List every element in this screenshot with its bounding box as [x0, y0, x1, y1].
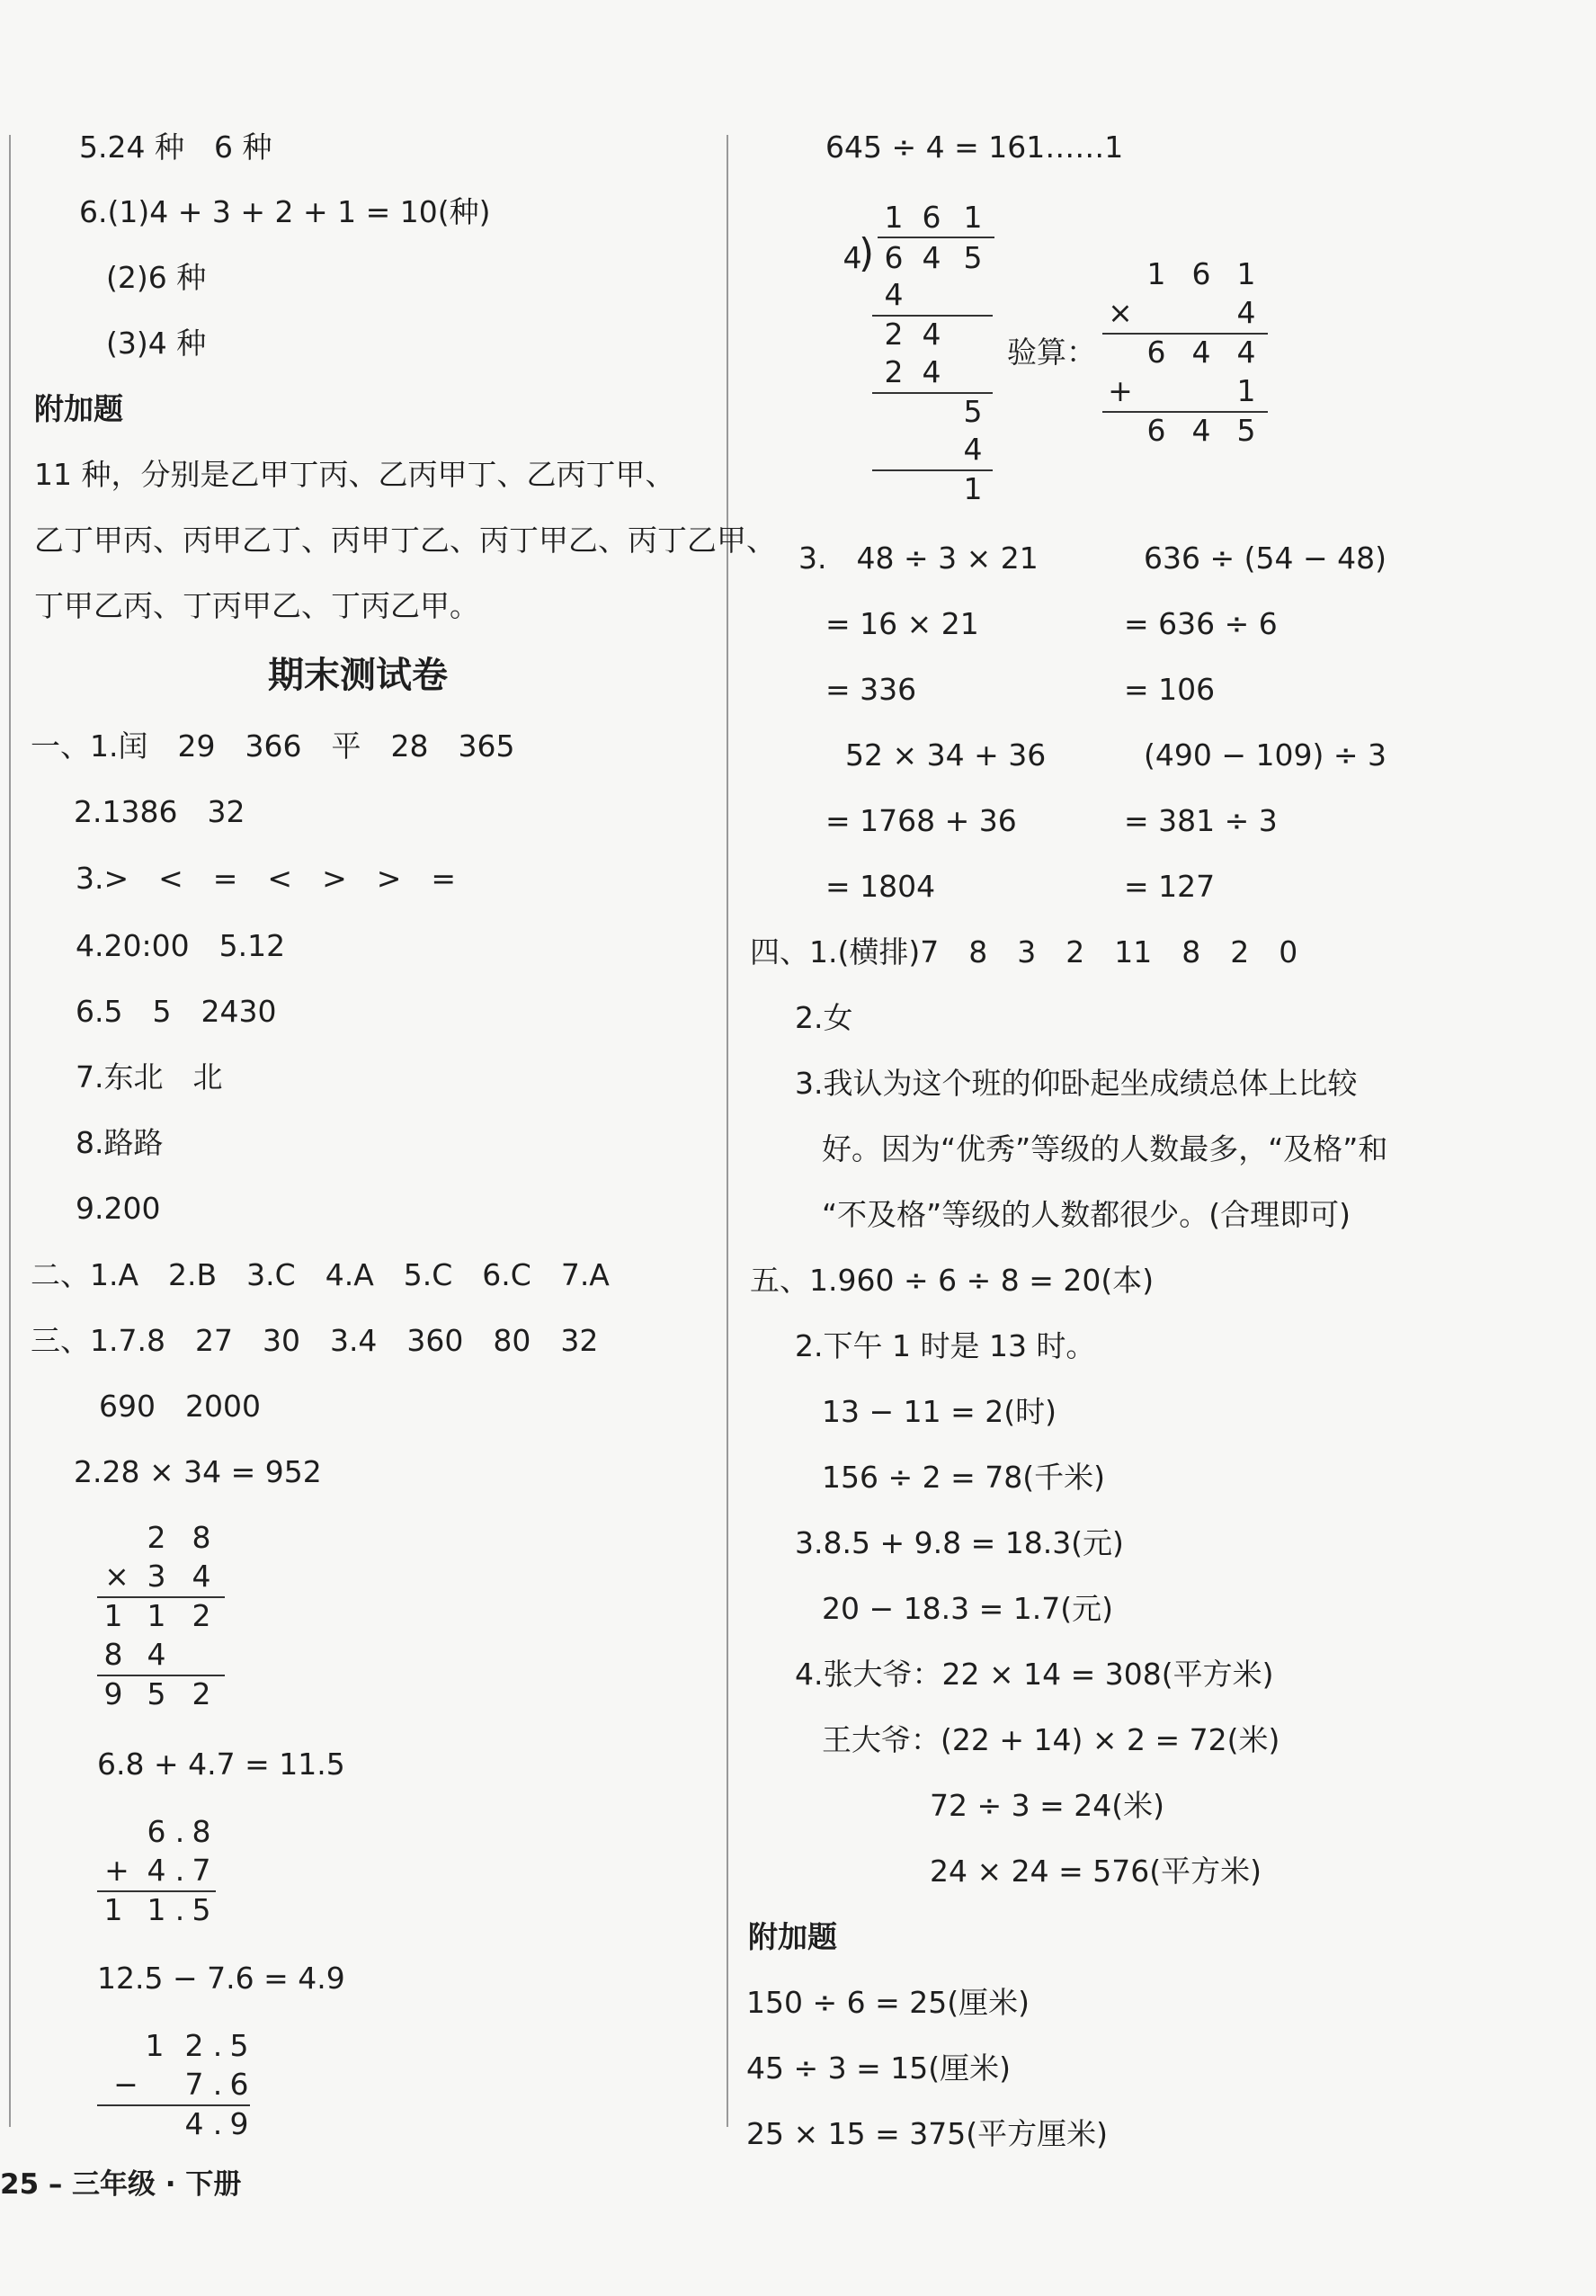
- answer-line: 二、1.A 2.B 3.C 4.A 5.C 6.C 7.A: [31, 1257, 610, 1292]
- digit: 8: [103, 1637, 123, 1672]
- digit: 4: [1191, 335, 1211, 370]
- digit: 4: [147, 1637, 166, 1672]
- digit: 6: [147, 1814, 166, 1849]
- calc-step: = 381 ÷ 3: [1124, 803, 1278, 838]
- calc-step: = 336: [825, 672, 917, 707]
- calc-step: (490 − 109) ÷ 3: [1144, 737, 1386, 773]
- digit: 5: [229, 2028, 249, 2063]
- answer-line: 3.8.5 + 9.8 = 18.3(元): [795, 1525, 1124, 1560]
- decimal-point: .: [174, 1853, 185, 1888]
- answer-line: 150 ÷ 6 = 25(厘米): [746, 1985, 1030, 2020]
- digit: 5: [963, 394, 983, 429]
- left-margin-rule: [9, 135, 11, 2127]
- answer-line: 645 ÷ 4 = 161……1: [825, 130, 1124, 165]
- answer-line: 6.8 + 4.7 = 11.5: [97, 1747, 345, 1782]
- check-label: 验算：: [1007, 335, 1096, 370]
- digit: 1: [103, 1598, 123, 1633]
- digit: 1: [1236, 256, 1256, 291]
- grade-label: 三年级 · 下册: [72, 2168, 242, 2201]
- operator: +: [104, 1853, 129, 1888]
- calc-step: 636 ÷ (54 − 48): [1144, 540, 1386, 576]
- digit: 2: [884, 354, 904, 389]
- answer-line: 2.女: [795, 1000, 853, 1035]
- digit: 4: [963, 432, 983, 467]
- digit: 6: [884, 240, 904, 275]
- answer-line: 6.5 5 2430: [76, 994, 277, 1029]
- digit: 6: [1146, 335, 1166, 370]
- answer-line: 王大爷：(22 + 14) × 2 = 72(米): [822, 1722, 1280, 1757]
- answer-line: 3.我认为这个班的仰卧起坐成绩总体上比较: [795, 1066, 1358, 1101]
- operator: +: [1108, 373, 1133, 408]
- digit: 4: [147, 1853, 166, 1888]
- answer-line: 5.24 种 6 种: [79, 130, 272, 165]
- answer-line: 丁甲乙丙、丁丙甲乙、丁丙乙甲。: [34, 588, 479, 623]
- answer-line: 三、1.7.8 27 30 3.4 360 80 32: [31, 1323, 599, 1358]
- digit: 4: [922, 354, 941, 389]
- operator: ×: [1108, 295, 1133, 330]
- answer-line: 3.> < = < > > =: [76, 861, 457, 896]
- digit: 6: [1146, 413, 1166, 448]
- digit: 1: [963, 200, 983, 235]
- answer-line: 6.(1)4 + 3 + 2 + 1 = 10(种): [79, 194, 491, 229]
- page-number: 25 –: [0, 2168, 63, 2201]
- answer-line: 7.东北 北: [76, 1059, 223, 1094]
- digit: 2: [192, 1598, 211, 1633]
- calc-step: = 106: [1124, 672, 1216, 707]
- bonus-heading: 附加题: [34, 391, 123, 426]
- answer-line: 11 种，分别是乙甲丁丙、乙丙甲丁、乙丙丁甲、: [34, 457, 675, 492]
- answer-line: 2.1386 32: [74, 794, 245, 829]
- digit: 8: [192, 1814, 211, 1849]
- digit: 4: [1191, 413, 1211, 448]
- answer-line: 五、1.960 ÷ 6 ÷ 8 = 20(本): [750, 1263, 1155, 1298]
- answer-line: 4.20:00 5.12: [76, 928, 286, 963]
- digit: 4: [192, 1559, 211, 1594]
- answer-line: 8.路路: [76, 1125, 164, 1160]
- digit: 3: [147, 1559, 166, 1594]
- digit: 5: [147, 1676, 166, 1711]
- digit: 5: [963, 240, 983, 275]
- division-bar: [878, 237, 994, 238]
- decimal-point: .: [174, 1892, 185, 1927]
- answer-line: (2)6 种: [106, 260, 207, 295]
- digit: 4: [1236, 295, 1256, 330]
- digit: 5: [192, 1892, 211, 1927]
- digit: 4: [184, 2106, 204, 2141]
- answer-line: (3)4 种: [106, 326, 207, 361]
- digit: 4: [922, 240, 941, 275]
- answer-line: 2.下午 1 时是 13 时。: [795, 1328, 1096, 1363]
- division-bracket: ): [859, 230, 875, 276]
- calc-step: = 1804: [825, 869, 936, 904]
- exam-title: 期末测试卷: [268, 655, 448, 696]
- digit: 1: [147, 1892, 166, 1927]
- digit: 1: [145, 2028, 165, 2063]
- answer-line: 690 2000: [99, 1389, 261, 1424]
- answer-line: 2.28 × 34 = 952: [74, 1454, 322, 1489]
- digit: 1: [1146, 256, 1166, 291]
- answer-line: 20 − 18.3 = 1.7(元): [822, 1591, 1113, 1626]
- digit: 5: [1236, 413, 1256, 448]
- digit: 4: [922, 317, 941, 352]
- operator: ×: [104, 1559, 129, 1594]
- calc-step: = 636 ÷ 6: [1124, 606, 1278, 641]
- decimal-point: .: [174, 1814, 185, 1849]
- answer-line: 156 ÷ 2 = 78(千米): [822, 1460, 1105, 1495]
- digit: 9: [229, 2106, 249, 2141]
- digit: 4: [884, 277, 904, 312]
- digit: 6: [922, 200, 941, 235]
- digit: 9: [103, 1676, 123, 1711]
- answer-line: 25 × 15 = 375(平方厘米): [746, 2116, 1108, 2151]
- digit: 8: [192, 1520, 211, 1555]
- answer-line: 12.5 − 7.6 = 4.9: [97, 1961, 345, 1996]
- decimal-point: .: [212, 2106, 223, 2141]
- digit: 2: [184, 2028, 204, 2063]
- digit: 7: [184, 2067, 204, 2102]
- decimal-point: .: [212, 2028, 223, 2063]
- answer-line: 一、1.闰 29 366 平 28 365: [31, 728, 515, 764]
- answer-line: 四、1.(横排)7 8 3 2 11 8 2 0: [750, 934, 1298, 969]
- digit: 2: [884, 317, 904, 352]
- digit: 6: [1191, 256, 1211, 291]
- answer-line: 24 × 24 = 576(平方米): [930, 1854, 1262, 1889]
- digit: 4: [1236, 335, 1256, 370]
- answer-line: “不及格”等级的人数都很少。(合理即可): [822, 1197, 1351, 1232]
- decimal-point: .: [212, 2067, 223, 2102]
- bonus-heading: 附加题: [748, 1919, 837, 1954]
- digit: 1: [884, 200, 904, 235]
- answer-line: 45 ÷ 3 = 15(厘米): [746, 2050, 1011, 2086]
- column-divider: [727, 135, 728, 2127]
- calc-step: 52 × 34 + 36: [845, 737, 1047, 773]
- answer-line: 13 − 11 = 2(时): [822, 1394, 1057, 1429]
- answer-line: 乙丁甲丙、丙甲乙丁、丙甲丁乙、丙丁甲乙、丙丁乙甲、: [34, 523, 776, 558]
- digit: 2: [147, 1520, 166, 1555]
- operator: −: [113, 2067, 138, 2102]
- answer-line: 4.张大爷：22 × 14 = 308(平方米): [795, 1657, 1274, 1692]
- digit: 6: [229, 2067, 249, 2102]
- calc-step: = 1768 + 36: [825, 803, 1017, 838]
- digit: 1: [963, 471, 983, 506]
- digit: 1: [103, 1892, 123, 1927]
- digit: 1: [147, 1598, 166, 1633]
- divisor: 4: [843, 240, 862, 275]
- calc-step: 3. 48 ÷ 3 × 21: [798, 540, 1039, 576]
- calc-step: = 16 × 21: [825, 606, 979, 641]
- answer-line: 72 ÷ 3 = 24(米): [930, 1788, 1164, 1823]
- digit: 7: [192, 1853, 211, 1888]
- digit: 2: [192, 1676, 211, 1711]
- answer-line: 好。因为“优秀”等级的人数最多，“及格”和: [822, 1131, 1388, 1166]
- calc-step: = 127: [1124, 869, 1216, 904]
- digit: 1: [1236, 373, 1256, 408]
- answer-line: 9.200: [76, 1191, 161, 1226]
